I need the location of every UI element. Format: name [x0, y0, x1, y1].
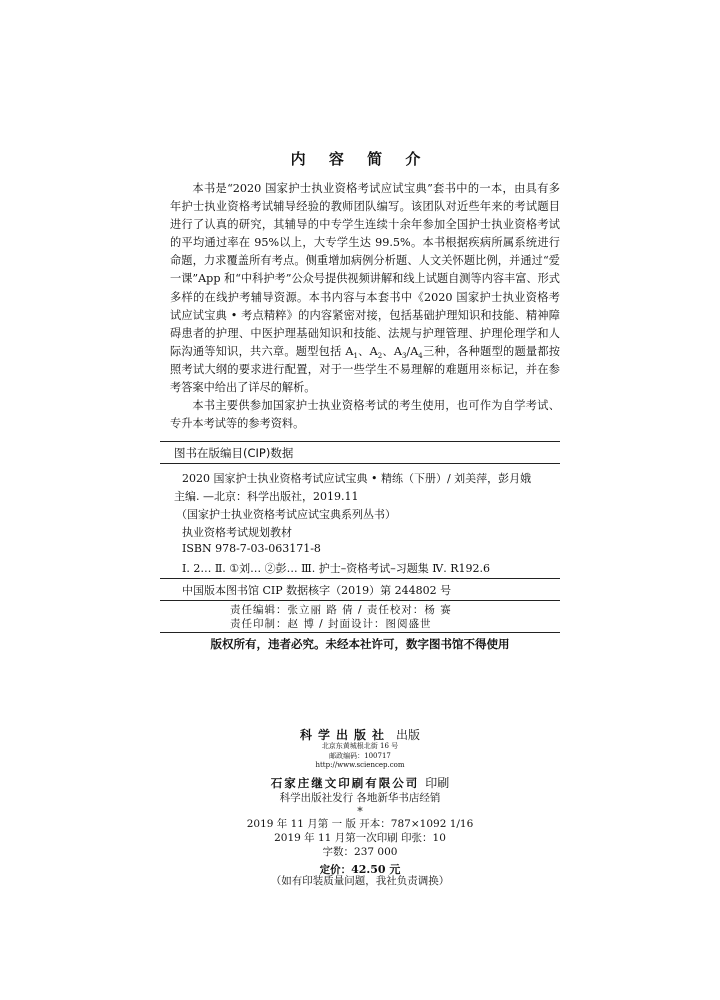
- cip-number: 中国版本图书馆 CIP 数据核字（2019）第 244802 号: [182, 584, 452, 597]
- publisher-name: 科学出版社: [299, 728, 390, 742]
- cip-line: 2020 国家护士执业资格考试应试宝典 • 精练（下册）/ 刘美萍，彭月娥: [182, 472, 532, 485]
- summary-text: 本书是“2020 国家护士执业资格考试应试宝典”套书中的一本，由具有多年护士执业资格考试辅导经验的教师团队编写。该团队对近些年来的考试题目进行了认真的研究，其辅导的中专学生连续十余年参加全国护士执业资格考试的平均通过率在 95%以上，大专学生达 99.5%。本书根据疾病所属系统进行命题，力求覆盖所有考点。侧重增加病例分析题、人文关怀题比例，并通过“爱一课”App 和“中科护考”公众号提供视频讲解和线上试题自测等内容丰富、形式多样的在线护考辅导资源。本书内容与本套书中《2020 国家护士执业资格考试应试宝典 • 考点精粹》的内容紧密对接，包括基础护理知识和技能、精神障碍患者的护理、中医护理基础知识和技能、法规与护理管理、护理伦理学和人际沟通等知识，共六章。题型包括 A: [170, 182, 560, 358]
- word-count: 字数：237 000: [322, 846, 398, 858]
- summary-text: 、A: [382, 344, 402, 358]
- publisher-suffix: 出版: [396, 728, 421, 742]
- subscript: 2: [377, 352, 383, 361]
- summary-paragraph-2: 本书主要供参加国家护士执业资格考试的考生使用，也可作为自学考试、专升本考试等的参考资料。: [170, 399, 560, 431]
- editor-credits: 责任编辑：张立丽 路 倩 / 责任校对：杨 赛: [230, 604, 452, 616]
- cip-heading: 图书在版编目(CIP)数据: [174, 446, 294, 460]
- editor-credits: 责任印制：赵 博 / 封面设计：图阅盛世: [230, 618, 432, 630]
- printer-line: [0, 772, 720, 791]
- price-value: 42.50 元: [351, 863, 401, 876]
- cip-bottom-rule: [160, 600, 560, 601]
- copyright-notice: 版权所有，违者必究。未经本社许可，数字图书馆不得使用: [210, 637, 510, 651]
- summary-paragraph-1: [170, 180, 560, 397]
- cip-middle-rule: [160, 578, 560, 579]
- summary-text: 三种，各种题型的题量都按照考试大纲的要求进行配置，对于一些学生不易理解的难题用※标记，并在参考答案中给出了详尽的解析。: [170, 344, 560, 395]
- distribution: 科学出版社发行 各地新华书店经销: [279, 792, 441, 804]
- cip-top-rule: [160, 441, 560, 442]
- publisher-url: http://www.sciencep.com: [315, 761, 405, 769]
- summary-body: [170, 180, 560, 433]
- publisher-postcode: 邮政编码：100717: [329, 752, 391, 760]
- editors-bottom-rule: [160, 632, 560, 633]
- edition-info: 2019 年 11 月第 一 版 开本：787×1092 1/16: [246, 818, 474, 830]
- cip-block: [160, 441, 560, 596]
- summary-text: 、A: [357, 344, 378, 358]
- summary-text: /A: [406, 344, 419, 358]
- publisher-address: 北京东黄城根北街 16 号: [321, 742, 399, 750]
- cip-line: Ⅰ. 2… Ⅱ. ①刘… ②彭… Ⅲ. 护士–资格考试–习题集 Ⅳ. R192.6: [182, 562, 491, 575]
- page-title: 内 容 简 介: [290, 150, 430, 168]
- printer-name: 石家庄继文印刷有限公司: [270, 776, 420, 790]
- subscript: 3: [401, 352, 407, 361]
- quality-note: （如有印装质量问题，我社负责调换）: [270, 875, 450, 887]
- cip-line: 执业资格考试规划教材: [182, 526, 292, 539]
- printer-suffix: 印刷: [425, 776, 450, 790]
- subscript: 4: [418, 352, 423, 361]
- subscript: 1: [353, 352, 358, 361]
- cip-line: ISBN 978-7-03-063171-8: [182, 542, 321, 555]
- cip-line: （国家护士执业资格考试应试宝典系列丛书）: [176, 508, 396, 521]
- cip-heading-rule: [160, 463, 560, 464]
- price-label: 定价：: [319, 864, 352, 876]
- printing-info: 2019 年 11 月第一次印刷 印张：10: [274, 832, 446, 844]
- separator-asterisk: *: [357, 805, 363, 818]
- cip-line: 主编. —北京：科学出版社，2019.11: [174, 490, 359, 503]
